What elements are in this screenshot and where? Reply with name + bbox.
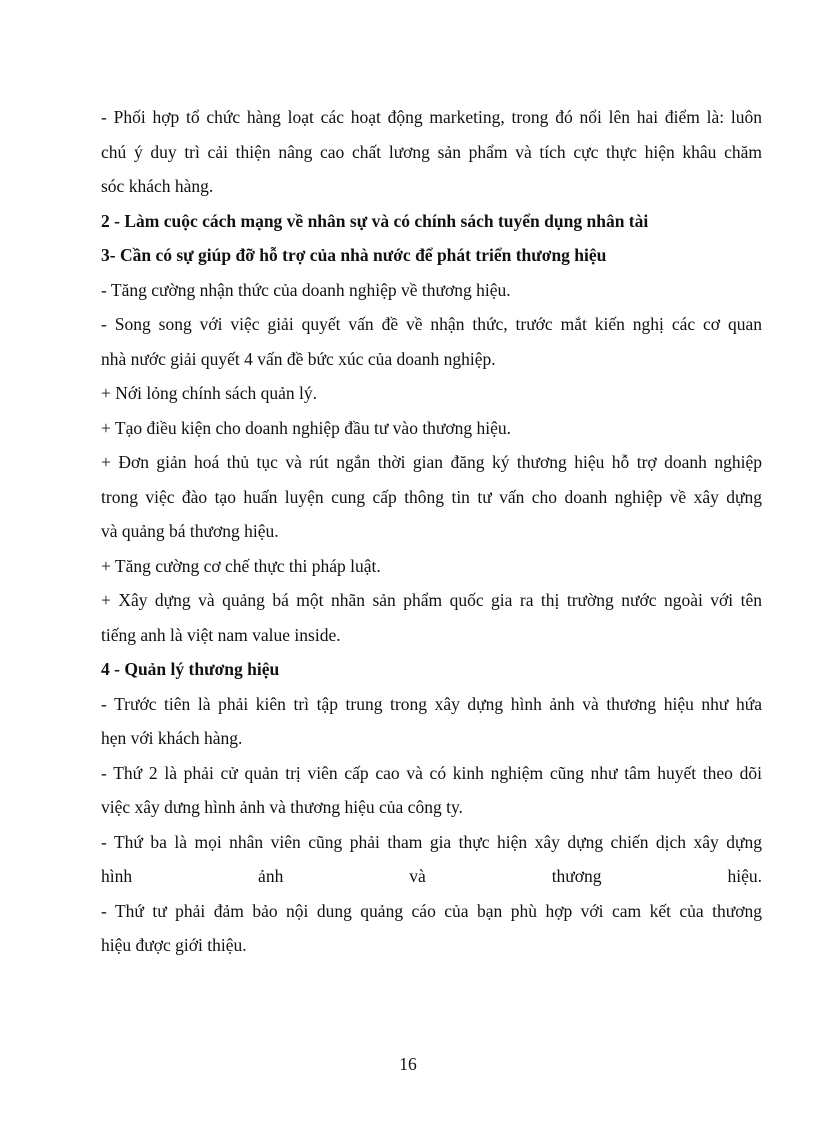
- paragraph-line: và quảng bá thương hiệu.: [101, 521, 279, 541]
- paragraph-line: hình ảnh và thương hiệu.: [101, 866, 762, 886]
- list-item: + Tăng cường cơ chế thực thi pháp luật.: [101, 555, 381, 576]
- paragraph-line: - Phối hợp tổ chức hàng loạt các hoạt động marketing, trong đó nổi lên hai điểm là: luôn: [101, 107, 762, 127]
- list-item: + Đơn giản hoá thủ tục và rút ngắn thời gian đăng ký thương hiệu hỗ trợ doanh nghiệp: [101, 452, 762, 472]
- paragraph-line: sóc khách hàng.: [101, 176, 214, 196]
- paragraph-line: hiệu được giới thiệu.: [101, 935, 247, 955]
- paragraph-line: - Thứ 2 là phải cử quản trị viên cấp cao và có kinh nghiệm cũng như tâm huyết theo dõi: [101, 762, 762, 783]
- paragraph-line: - Tăng cường nhận thức của doanh nghiệp về thương hiệu.: [101, 279, 511, 300]
- paragraph-line: - Song song với việc giải quyết vấn đề về nhận thức, trước mắt kiến nghị các cơ quan: [101, 314, 762, 334]
- list-item: + Nới lỏng chính sách quản lý.: [101, 383, 317, 403]
- paragraph-line: chú ý duy trì cải thiện nâng cao chất lương sản phẩm và tích cực thực hiện khâu chăm: [101, 141, 762, 162]
- paragraph-line: việc xây dưng hình ảnh và thương hiệu của công ty.: [101, 797, 463, 817]
- document-body: [101, 100, 762, 963]
- paragraph-line: tiếng anh là việt nam value inside.: [101, 624, 341, 645]
- paragraph-line: - Trước tiên là phải kiên trì tập trung trong xây dựng hình ảnh và thương hiệu như hứa: [101, 693, 762, 714]
- paragraph-line: - Thứ tư phải đảm bảo nội dung quảng cáo của bạn phù hợp với cam kết của thương: [101, 900, 762, 921]
- paragraph-line: trong việc đào tạo huấn luyện cung cấp thông tin tư vấn cho doanh nghiệp về xây dựng: [101, 486, 762, 507]
- page-number: 16: [399, 1054, 417, 1074]
- paragraph-line: nhà nước giải quyết 4 vấn đề bức xúc của doanh nghiệp.: [101, 348, 496, 369]
- section-heading-2: 2 - Làm cuộc cách mạng về nhân sự và có chính sách tuyển dụng nhân tài: [101, 210, 649, 231]
- paragraph-line: hẹn với khách hàng.: [101, 728, 243, 748]
- section-heading-3: 3- Cần có sự giúp đỡ hỗ trợ của nhà nước để phát triển thương hiệu: [101, 245, 607, 265]
- section-heading-4: 4 - Quản lý thương hiệu: [101, 659, 280, 679]
- paragraph-line: - Thứ ba là mọi nhân viên cũng phải tham gia thực hiện xây dựng chiến dịch xây dựng: [101, 831, 762, 852]
- list-item: + Xây dựng và quảng bá một nhãn sản phẩm quốc gia ra thị trường nước ngoài với tên: [101, 590, 762, 610]
- list-item: + Tạo điều kiện cho doanh nghiệp đầu tư vào thương hiệu.: [101, 417, 512, 438]
